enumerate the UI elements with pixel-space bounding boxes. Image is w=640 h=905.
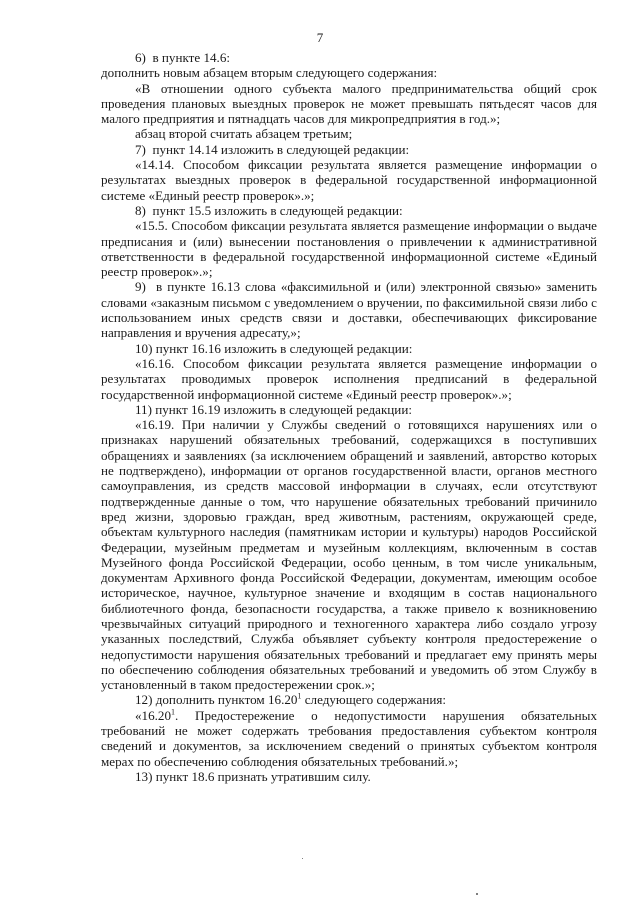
document-body: [101, 50, 597, 784]
item-12-quote-text: . Предостережение о недопустимости нарушения обязательных требований не может содержать требования предоставления субъектом контроля сведений и документов, за исключением сведений о принятых субъектом контроля мерах по обеспечению соблюдения обязательных требований.»;: [101, 707, 597, 769]
page-number: 7: [316, 30, 324, 45]
paragraph-item-13: 13) пункт 18.6 признать утратившим силу.: [135, 768, 371, 784]
paragraph: «14.14. Способом фиксации результата является размещение информации о результатах выездных проверок в федеральной государственной информационной системе «Единый реестр проверок».»;: [101, 157, 597, 203]
item-12-superscript: 1: [297, 692, 302, 702]
paragraph: 9) в пункте 16.13 слова «факсимильной и (или) электронной связью» заменить словами «заказным письмом с уведомлением о вручении, по факсимильной связи либо с использованием иных средств связи и доставки, обеспечивающих фиксирование направления и вручения адресату,»;: [101, 279, 597, 341]
item-12-text: 12) дополнить пунктом 16.20: [135, 692, 298, 708]
paragraph-item-12-quote: [101, 708, 597, 769]
paragraph: 8) пункт 15.5 изложить в следующей редакции:: [135, 202, 403, 218]
item-12-quote-start: «16.20: [135, 707, 172, 723]
paragraph-list: [101, 50, 597, 692]
paragraph: 6) в пункте 14.6:: [135, 50, 231, 65]
paragraph: «В отношении одного субъекта малого предпринимательства общий срок проведения плановых выездных проверок не может превышать пятьдесят часов для малого предприятия и пятнадцать часов для микропредприятия в год.»;: [101, 80, 597, 127]
paragraph: 11) пункт 16.19 изложить в следующей редакции:: [135, 401, 412, 417]
paragraph: абзац второй считать абзацем третьим;: [135, 126, 353, 142]
item-12-text-end: следующего содержания:: [301, 692, 446, 708]
paragraph: 7) пункт 14.14 изложить в следующей редакции:: [135, 141, 410, 157]
paragraph: «16.16. Способом фиксации результата является размещение информации о результатах проводимых проверок исполнения предписаний в федеральной государственной информационной системе «Единый реестр проверок».»;: [101, 355, 597, 402]
paragraph: «16.19. При наличии у Службы сведений о готовящихся нарушениях или о признаках нарушений обязательных требований, содержащихся в поступивших обращениях и заявлениях (за исключением обращений и заявлений, авторство которых не подтверждено), информации от органов государственной власти, органов местного самоуправления, из средств массовой информации в случаях, если отсутствуют подтвержденные данные о том, что нарушение обязательных требований причинило вред жизни, здоровью граждан, вред животным, растениям, окружающей среде, объектам культурного наследия (памятникам истории и культуры) народов Российской Федерации, музейным предметам и музейным коллекциям, включенным в состав Музейного фонда Российской Федерации, особо ценным, в том числе уникальным, документам Архивного фонда Российской Федерации, документам, имеющим особое историческое, научное, культурное значение и входящим в состав национального библиотечного фонда, безопасности государства, а также привело к возникновению чрезвычайных ситуаций природного и техногенного характера либо создало угрозу указанных последствий, Служба объявляет субъекту контроля предостережение о недопустимости нарушения обязательных требований и предлагает ему принять меры по обеспечению соблюдения обязательных требований и уведомить об этом Службу в установленный в таком предостережении срок.»;: [101, 417, 597, 693]
scan-speck: [476, 893, 478, 895]
item-12-quote-superscript: 1: [171, 707, 176, 717]
paragraph: 10) пункт 16.16 изложить в следующей редакции:: [135, 340, 413, 356]
paragraph: «15.5. Способом фиксации результата является размещение информации о выдаче предписания и (или) вынесении постановления о привлечении к административной ответственности в федеральной государственной информационной системе «Единый реестр проверок».»;: [101, 218, 597, 280]
paragraph: дополнить новым абзацем вторым следующего содержания:: [101, 65, 438, 81]
scan-speck: [302, 858, 303, 859]
paragraph-item-12: [101, 692, 597, 707]
